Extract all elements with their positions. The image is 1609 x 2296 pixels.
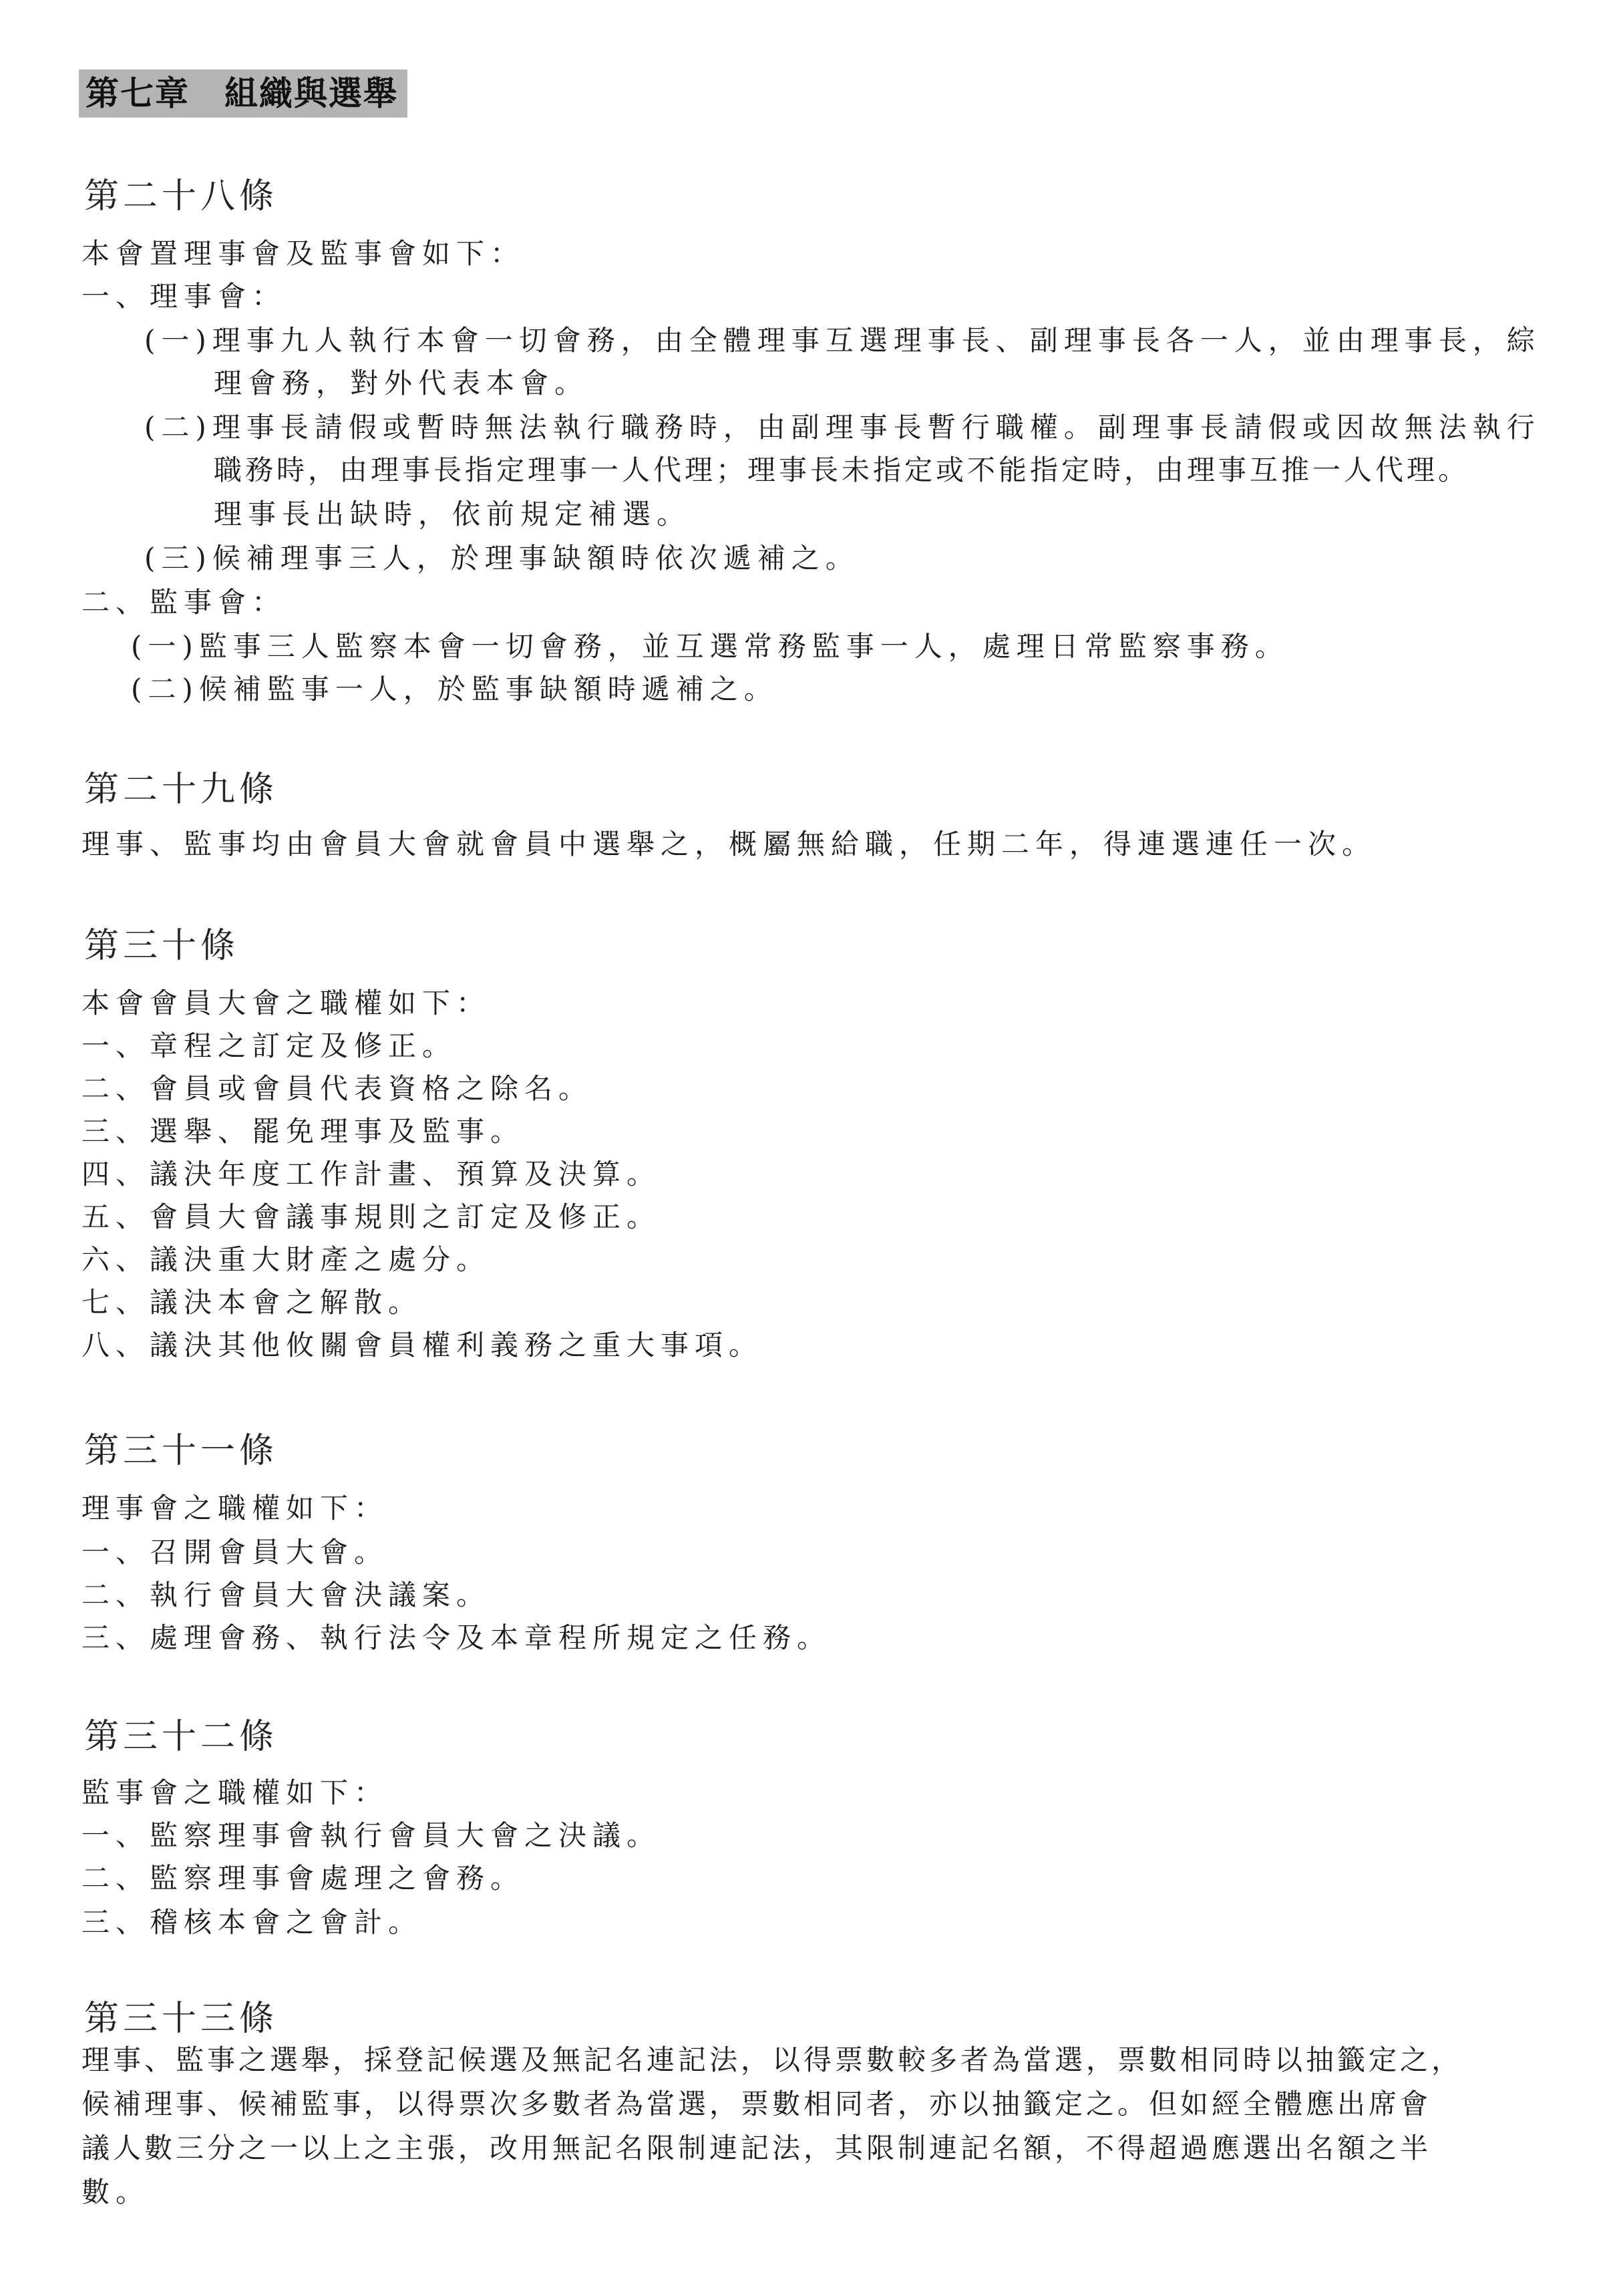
board-heading: 一、理事會：: [81, 280, 287, 313]
article-32-item: 二、監察理事會處理之會務。: [81, 1862, 525, 1895]
article-30-intro: 本會會員大會之職權如下：: [81, 987, 491, 1019]
article-30-item: 七、議決本會之解散。: [81, 1286, 423, 1319]
article-31-item: 三、處理會務、執行法令及本章程所規定之任務。: [81, 1621, 832, 1654]
article-28-title: 第二十八條: [84, 176, 279, 216]
article-33-line: 理事、監事之選舉，採登記候選及無記名連記法，以得票數較多者為當選，票數相同時以抽籤定之，: [81, 2043, 1463, 2076]
board-item-2-cont2: 理事長出缺時，依前規定補選。: [214, 498, 691, 530]
board-item-1-cont: 理會務，對外代表本會。: [214, 367, 589, 399]
article-30-item: 六、議決重大財產之處分。: [81, 1243, 491, 1276]
article-31-item: 一、召開會員大會。: [81, 1536, 389, 1569]
article-32-item: 三、稽核本會之會計。: [81, 1906, 423, 1939]
article-30-item: 五、會員大會議事規則之訂定及修正。: [81, 1200, 661, 1233]
article-30-item: 四、議決年度工作計畫、預算及決算。: [81, 1158, 661, 1190]
article-29-title: 第二十九條: [84, 770, 279, 810]
article-28-intro: 本會置理事會及監事會如下：: [81, 237, 525, 270]
article-33-line: 數。: [81, 2176, 150, 2208]
board-item-2-cont: 職務時，由理事長指定理事一人代理；理事長未指定或不能指定時，由理事互推一人代理。: [214, 454, 1470, 486]
article-30-item: 三、選舉、罷免理事及監事。: [81, 1115, 525, 1148]
supervisors-heading: 二、監事會：: [81, 586, 287, 619]
article-32-item: 一、監察理事會執行會員大會之決議。: [81, 1819, 661, 1852]
article-32-intro: 監事會之職權如下：: [81, 1776, 389, 1809]
article-30-title: 第三十條: [84, 926, 240, 966]
chapter-heading: 第七章 組織與選舉: [79, 69, 407, 118]
board-item-3: (三)候補理事三人，於理事缺額時依次遞補之。: [144, 542, 860, 575]
article-30-item: 八、議決其他攸關會員權利義務之重大事項。: [81, 1329, 763, 1361]
article-31-intro: 理事會之職權如下：: [81, 1492, 389, 1524]
article-33-title: 第三十三條: [84, 1999, 279, 2039]
board-item-2: (二)理事長請假或暫時無法執行職務時，由副理事長暫行職權。副理事長請假或因故無法執行: [144, 411, 1541, 444]
article-31-item: 二、執行會員大會決議案。: [81, 1579, 491, 1611]
article-32-title: 第三十二條: [84, 1717, 279, 1757]
article-30-item: 二、會員或會員代表資格之除名。: [81, 1072, 593, 1105]
article-30-item: 一、章程之訂定及修正。: [81, 1029, 457, 1062]
board-item-1: (一)理事九人執行本會一切會務，由全體理事互選理事長、副理事長各一人，並由理事長，綜: [144, 324, 1541, 357]
article-33-line: 候補理事、候補監事，以得票次多數者為當選，票數相同者，亦以抽籤定之。但如經全體應出席會: [81, 2088, 1432, 2120]
supervisors-item-2: (二)候補監事一人，於監事缺額時遞補之。: [131, 673, 778, 705]
supervisors-item-1: (一)監事三人監察本會一切會務，並互選常務監事一人，處理日常監察事務。: [131, 630, 1289, 663]
article-31-title: 第三十一條: [84, 1431, 279, 1471]
article-33-line: 議人數三分之一以上之主張，改用無記名限制連記法，其限制連記名額，不得超過應選出名額之半: [81, 2132, 1432, 2164]
article-29-text: 理事、監事均由會員大會就會員中選舉之，概屬無給職，任期二年，得連選連任一次。: [81, 828, 1377, 860]
